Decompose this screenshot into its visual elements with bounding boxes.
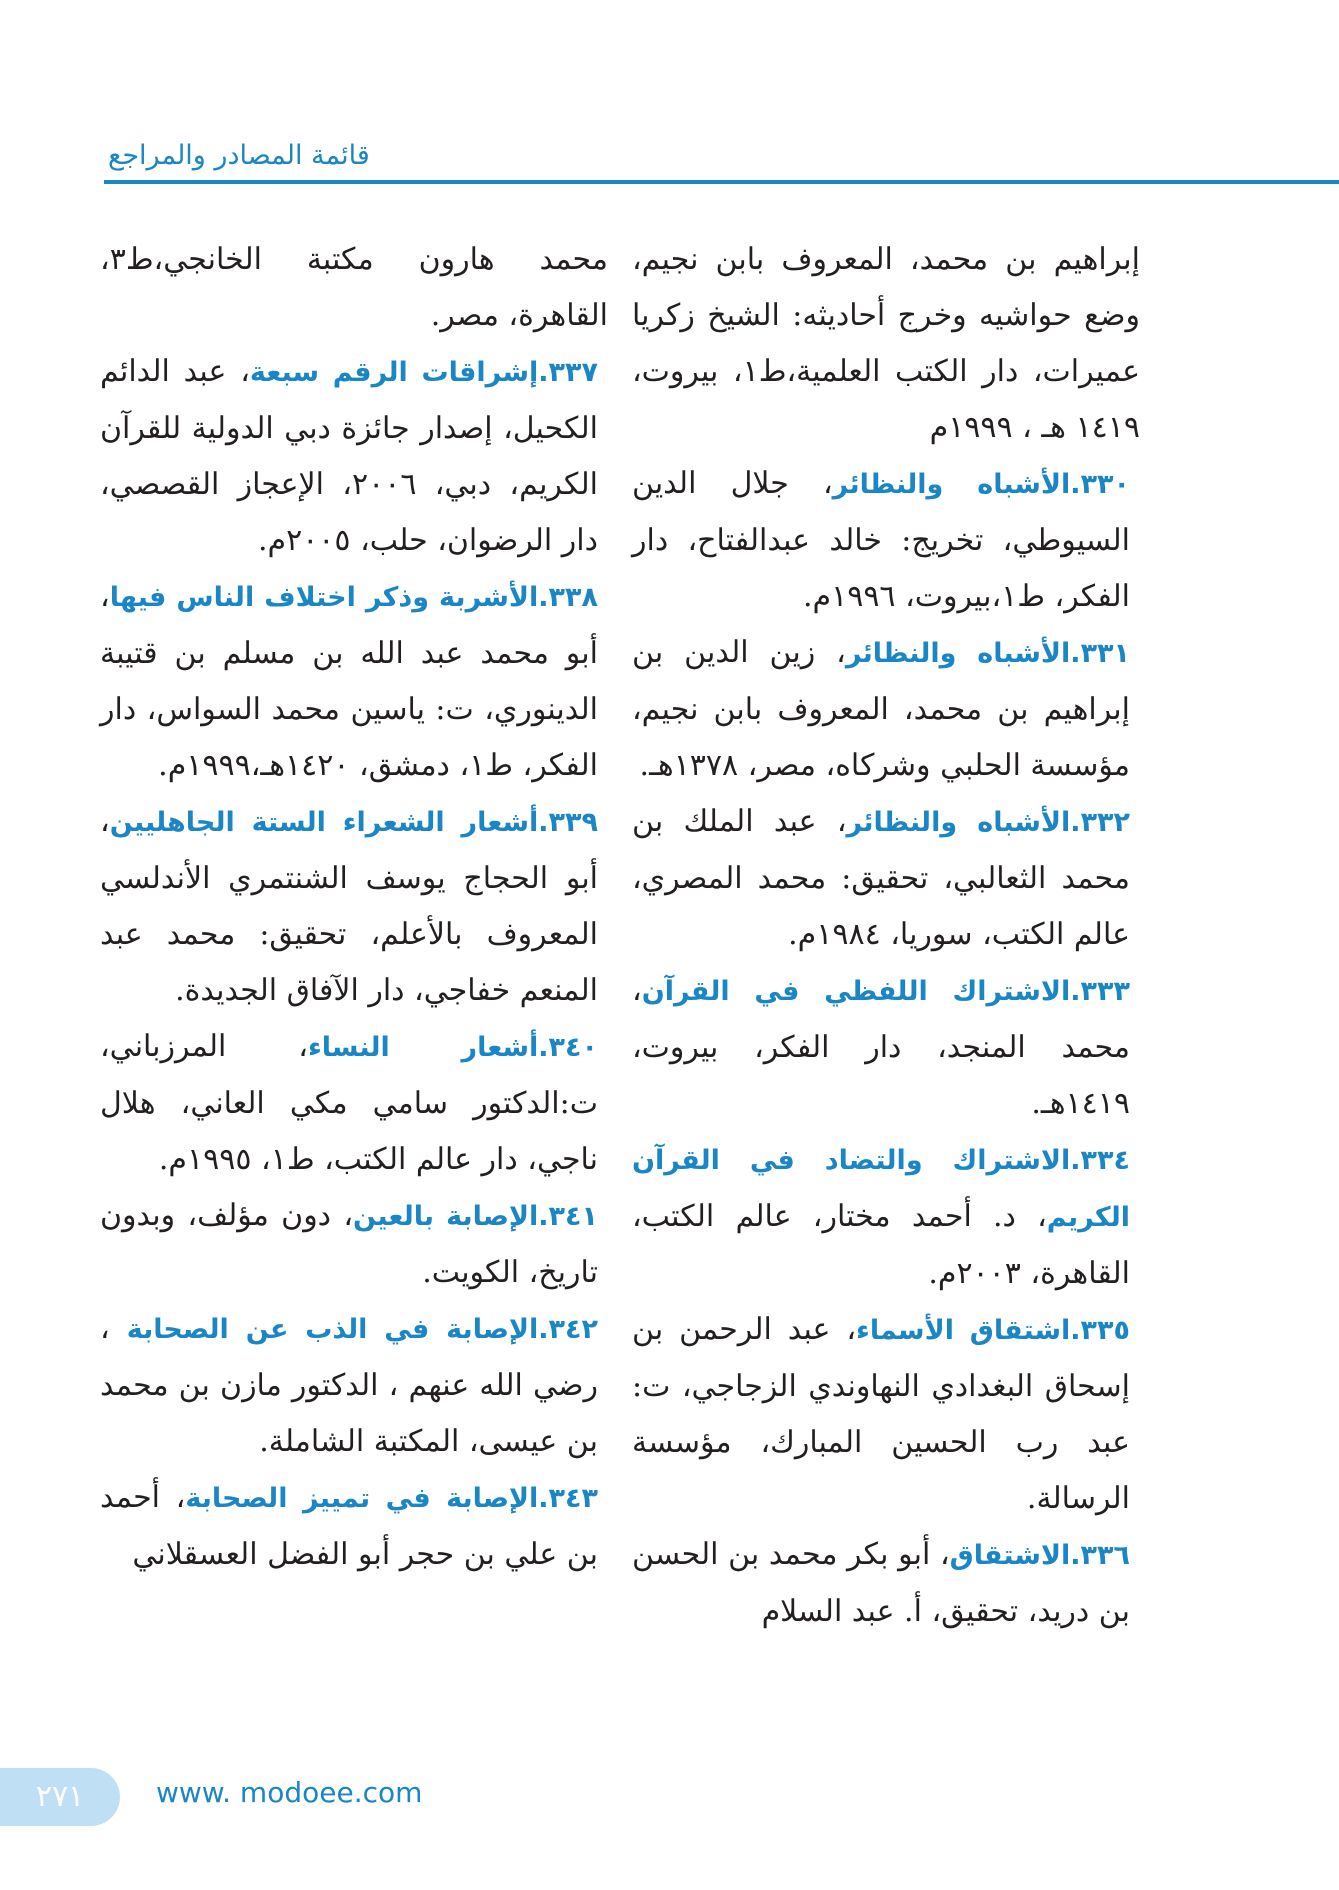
bib-entry-title: الإصابة بالعين: [353, 1201, 539, 1232]
bib-entry-334: ٣٣٤.الاشتراك والتضاد في القرآن الكريم، د. أحمد مختار، عالم الكتب، القاهرة، ٢٠٠٣م.: [632, 1145, 1130, 1291]
bib-entry-336: ٣٣٦.الاشتقاق، أبو بكر محمد بن الحسن بن دريد، تحقيق، أ. عبد السلام: [632, 1537, 1130, 1629]
bib-entry-339: ٣٣٩.أشعار الشعراء الستة الجاهليين، أبو الحجاج يوسف الشنتمري الأندلسي المعروف بالأعلم، تحقيق: محمد عبد المنعم خفاجي، دار الآفاق الجديدة.: [100, 804, 598, 1008]
bib-entry-title: الاشتقاق: [949, 1540, 1071, 1571]
bib-entry-332: ٣٣٢.الأشباه والنظائر، عبد الملك بن محمد الثعالبي، تحقيق: محمد المصري، عالم الكتب، سوريا، ١٩٨٤م.: [632, 804, 1131, 952]
bib-entry-title: إشراقات الرقم سبعة: [249, 357, 539, 388]
bib-entry-title: الإصابة في تمييز الصحابة: [185, 1483, 539, 1514]
bib-entry-337: ٣٣٧.إشراقات الرقم سبعة، عبد الدائم الكحيل، إصدار جائزة دبي الدولية للقرآن الكريم، دبي، ٢٠٠٦، الإعجاز القصصي، دار الرضوان، حلب، ٢٠٠٥م.: [100, 354, 599, 558]
page-number: ٢٧١: [0, 1768, 120, 1826]
footer-url: www. modoee.com: [156, 1776, 423, 1809]
bib-entry-title: أشعار الشعراء الستة الجاهليين: [109, 807, 539, 838]
bib-entry-title: الأشباه والنظائر: [846, 807, 1071, 838]
bib-entry-title: الأشربة وذكر اختلاف الناس فيها: [109, 582, 539, 613]
bib-entry-340: ٣٤٠.أشعار النساء، المرزباني، ت:الدكتور سامي مكي العاني، هلال ناجي، دار عالم الكتب، ط١، ١٩٩٥م.: [100, 1029, 598, 1177]
bib-entry-title: الأشباه والنظائر: [832, 469, 1071, 500]
bib-entry-continuation: محمد هارون مكتبة الخانجي،ط٣، القاهرة، مصر.: [100, 242, 608, 333]
bib-entry-341: ٣٤١.الإصابة بالعين، دون مؤلف، وبدون تاريخ، الكويت.: [100, 1198, 598, 1290]
bib-entry-331: ٣٣١.الأشباه والنظائر، زين الدين بن إبراهيم بن محمد، المعروف بابن نجيم، مؤسسة الحلبي وشركاه، مصر، ١٣٧٨هـ.: [632, 635, 1131, 783]
bib-entry-335: ٣٣٥.اشتقاق الأسماء، عبد الرحمن بن إسحاق البغدادي النهاوندي الزجاجي، ت: عبد رب الحسين المبارك، مؤسسة الرسالة.: [632, 1312, 1130, 1516]
bib-entry-title: الأشباه والنظائر: [845, 638, 1071, 669]
header-rule: [104, 180, 1339, 184]
bib-entry-title: الاشتراك والتضاد في القرآن الكريم: [632, 1145, 1130, 1233]
bib-entry-title: اشتقاق الأسماء: [856, 1315, 1071, 1346]
bib-entry-330: ٣٣٠.الأشباه والنظائر، جلال الدين السيوطي، تخريج: خالد عبدالفتاح، دار الفكر، ط١،بيروت، ١٩٩٦م.: [632, 466, 1131, 614]
bib-entry-342: ٣٤٢.الإصابة في الذب عن الصحابة ، رضي الله عنهم ، الدكتور مازن بن محمد بن عيسى، المكتبة الشاملة.: [100, 1311, 598, 1459]
bib-entry-333: ٣٣٣.الاشتراك اللفظي في القرآن، محمد المنجد، دار الفكر، بيروت، ١٤١٩هـ.: [632, 973, 1130, 1121]
bib-entry-continuation: إبراهيم بن محمد، المعروف بابن نجيم، وضع حواشيه وخرج أحاديثه: الشيخ زكريا عميرات، دار الكتب العلمية،ط١، بيروت، ١٤١٩ هـ ، ١٩٩٩م: [632, 242, 1140, 445]
bib-entry-title: الاشتراك اللفظي في القرآن: [641, 976, 1071, 1007]
bib-entry-338: ٣٣٨.الأشربة وذكر اختلاف الناس فيها، أبو محمد عبد الله بن مسلم بن قتيبة الدينوري، ت: ياسين محمد السواس، دار الفكر، ط١، دمشق، ١٤٢٠هـ،١٩٩٩م.: [100, 579, 598, 783]
bib-entry-343: ٣٤٣.الإصابة في تمييز الصحابة، أحمد بن علي بن حجر أبو الفضل العسقلاني: [100, 1480, 598, 1572]
running-header-title: قائمة المصادر والمراجع: [108, 140, 370, 171]
bib-entry-title: الإصابة في الذب عن الصحابة: [126, 1314, 539, 1345]
right-column: [632, 232, 1140, 1640]
bib-entry-title: أشعار النساء: [307, 1032, 539, 1063]
left-column: [100, 232, 608, 1583]
